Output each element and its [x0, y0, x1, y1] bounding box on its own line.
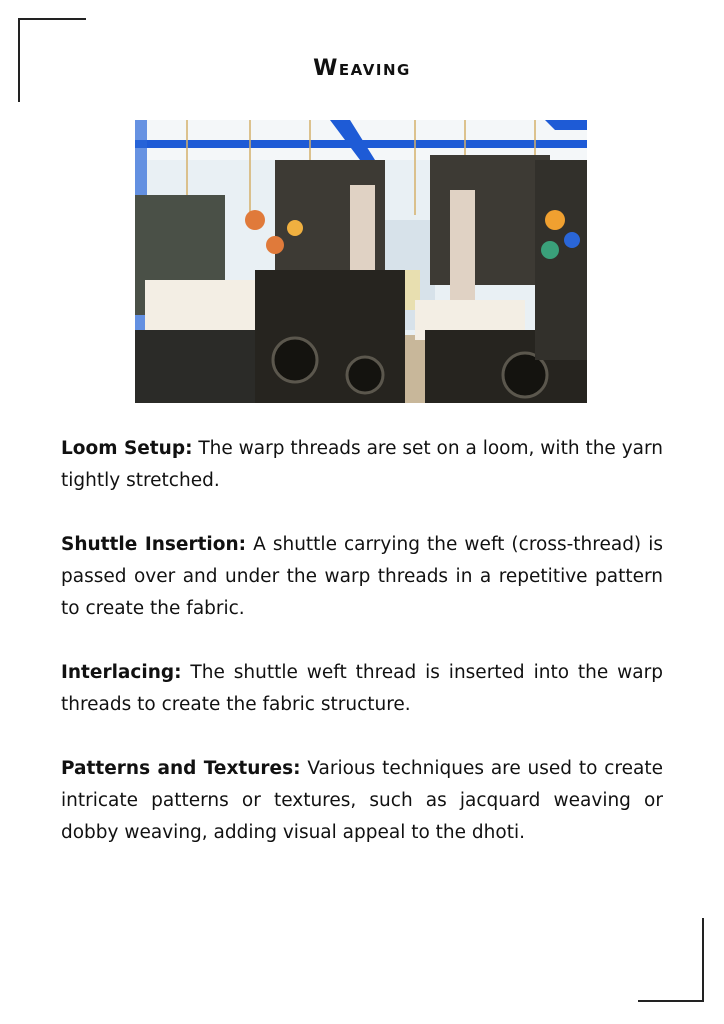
section-text: A shuttle carrying the weft (cross-thread) is passed over and under the warp threads in a repetitive pattern to create the fabric.	[61, 534, 663, 619]
section-heading: Patterns and Textures:	[61, 758, 301, 779]
section-text: Various techniques are used to create intricate patterns or textures, such as jacquard weaving or dobby weaving, adding visual appeal to the dhoti.	[61, 758, 663, 843]
section-loom-setup	[61, 433, 663, 497]
process-steps	[61, 433, 663, 881]
section-heading: Loom Setup:	[61, 438, 193, 459]
section-patterns-textures	[61, 753, 663, 849]
section-text: The warp threads are set on a loom, with the yarn tightly stretched.	[61, 438, 663, 491]
section-heading: Shuttle Insertion:	[61, 534, 247, 555]
section-text: The shuttle weft thread is inserted into the warp threads to create the fabric structure.	[61, 662, 663, 715]
section-interlacing	[61, 657, 663, 721]
section-heading: Interlacing:	[61, 662, 182, 683]
page-title: Weaving	[313, 56, 411, 81]
corner-frame-bottom-right	[638, 918, 704, 1002]
weaving-looms-photo	[135, 120, 587, 403]
section-shuttle-insertion	[61, 529, 663, 625]
